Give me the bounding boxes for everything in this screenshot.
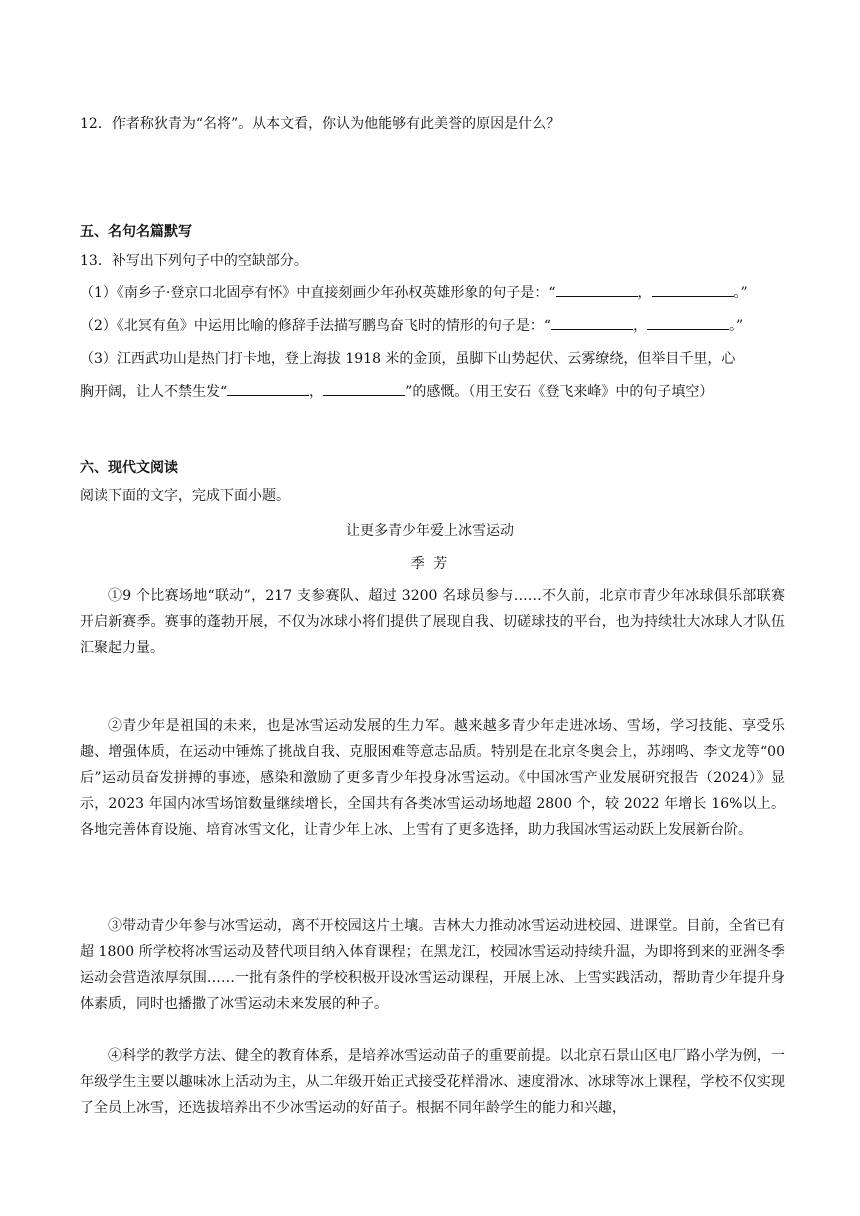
answer-blank [652, 282, 734, 297]
q13-item-3-tail: ”的感慨。（用王安石《登飞来峰》中的句子填空） [405, 384, 714, 400]
article-author: 季 芳 [410, 556, 450, 572]
comma: ， [633, 318, 648, 334]
q13-item-1-text: （1）《南乡子·登京口北固亭有怀》中直接刻画少年孙权英雄形象的句子是：“ [80, 285, 556, 301]
close-quote: 。” [733, 285, 748, 301]
q13-item-2-text: （2）《北冥有鱼》中运用比喻的修辞手法描写鹏鸟奋飞时的情形的句子是：“ [80, 318, 552, 334]
answer-blank [227, 381, 309, 396]
paragraph-2: ②青少年是祖国的未来，也是冰雪运动发展的生力军。越来越多青少年走进冰场、雪场，学习技能、享受乐趣、增强体质，在运动中锤炼了挑战自我、克服困难等意志品质。特别是在北京冬奥会上，苏翊鸣、李文龙等“00 后”运动员奋发拼搏的事迹，感染和激励了更多青少年投身冰雪运动。《中国冰雪产业发展研究报告（2024）》显示，2023 年国内冰雪场馆数量继续增长，全国共有各类冰雪运动场地超 2800 个，较 2022 年增长 16%以上。各地完善体育设施、培育冰雪文化，让青少年上冰、上雪有了更多选择，助力我国冰雪运动跃上发展新台阶。 [80, 718, 785, 838]
paragraph-3: ③带动青少年参与冰雪运动，离不开校园这片土壤。吉林大力推动冰雪运动进校园、进课堂。目前，全省已有超 1800 所学校将冰雪运动及替代项目纳入体育课程；在黑龙江，校园冰雪运动持续升温，为即将到来的亚洲冬季运动会营造浓厚氛围……一批有条件的学校积极开设冰雪运动课程，开展上冰、上雪实践活动，帮助青少年提升身体素质，同时也播撒了冰雪运动未来发展的种子。 [80, 918, 785, 1012]
section-5-title: 五、名句名篇默写 [80, 224, 192, 240]
paragraph-1: ①9 个比赛场地“联动”，217 支参赛队、超过 3200 名球员参与……不久前，北京市青少年冰球俱乐部联赛开启新赛季。赛事的蓬勃开展，不仅为冰球小将们提供了展现自我、切磋球技的平台，也为持续壮大冰球人才队伍汇聚起力量。 [80, 588, 785, 656]
comma: ， [309, 384, 324, 400]
section-6-title: 六、现代文阅读 [80, 460, 178, 476]
q13-item-3-line-2 [80, 381, 713, 401]
answer-blank [551, 315, 633, 330]
answer-blank [323, 381, 405, 396]
q13-item-3-text: 胸开阔，让人不禁生发“ [80, 384, 228, 400]
answer-blank [647, 315, 729, 330]
article-title: 让更多青少年爱上冰雪运动 [346, 523, 514, 539]
close-quote: 。” [729, 318, 744, 334]
question-13: 13．补写出下列句子中的空缺部分。 [80, 253, 308, 269]
question-12: 12．作者称狄青为“名将”。从本文看，你认为他能够有此美誉的原因是什么？ [80, 116, 561, 132]
comma: ， [637, 285, 652, 301]
q13-item-2 [80, 315, 743, 335]
reading-intro: 阅读下面的文字，完成下面小题。 [80, 488, 290, 504]
q13-item-3-line-1: （3）江西武功山是热门打卡地，登上海拔 1918 米的金顶，虽脚下山势起伏、云雾缭绕，但举目千里，心 [80, 351, 736, 367]
q13-item-1 [80, 282, 748, 302]
answer-blank [556, 282, 638, 297]
paragraph-4: ④科学的教学方法、健全的教育体系，是培养冰雪运动苗子的重要前提。以北京石景山区电厂路小学为例，一年级学生主要以趣味冰上活动为主，从二年级开始正式接受花样滑冰、速度滑冰、冰球等冰上课程，学校不仅实现了全员上冰雪，还选拔培养出不少冰雪运动的好苗子。根据不同年龄学生的能力和兴趣， [80, 1048, 785, 1116]
